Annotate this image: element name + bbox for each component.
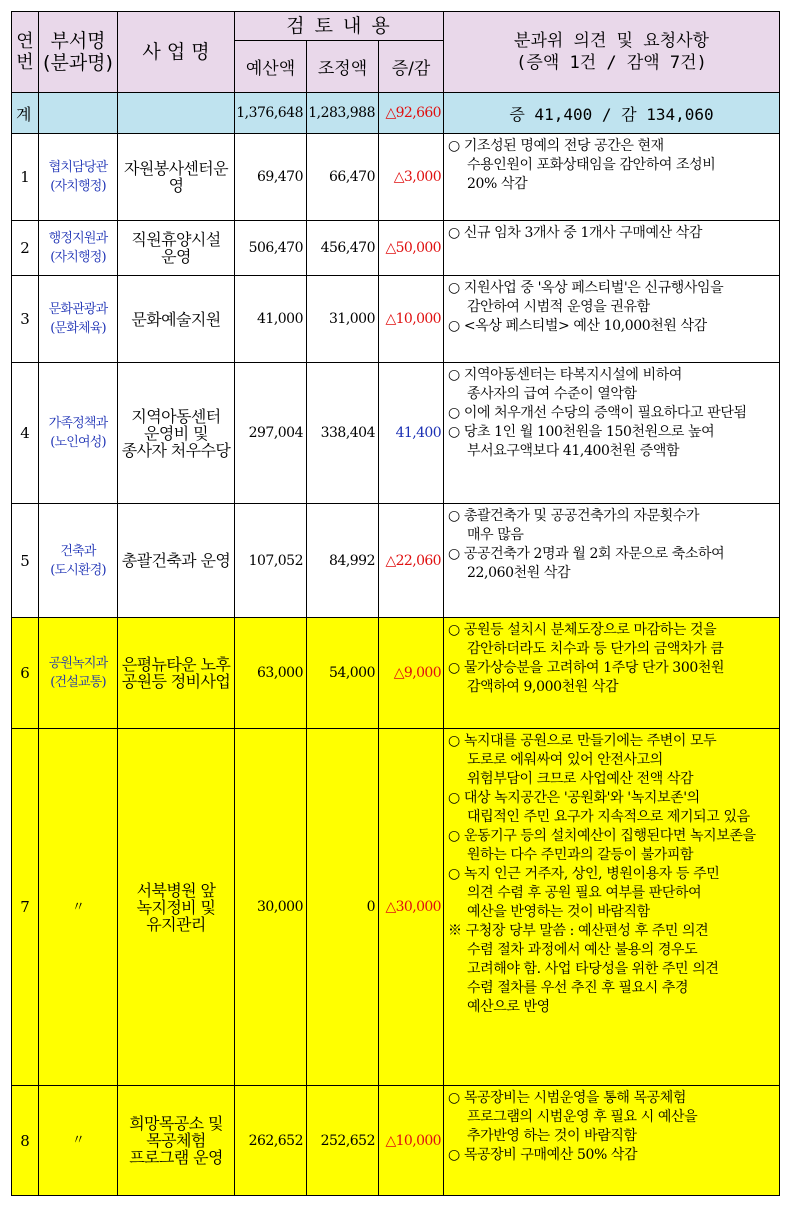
col-opinion-sublabel: (증액 1건 / 감액 7건) [516,53,707,73]
row-dept [39,221,118,276]
row-opinion [444,134,780,221]
col-header-adjusted: 조정액 [307,41,379,93]
dept-line: (노인여성) [50,435,106,450]
project-line: 종사자 처우수당 [121,440,231,460]
row-number: 3 [12,276,39,363]
row-budget: 69,470 [235,134,307,221]
row-dept [39,1086,118,1196]
table-row [12,1086,780,1196]
opinion-line: ○ 녹지 인근 거주자, 상인, 병원이용자 등 주민 [448,866,720,882]
row-number: 7 [12,729,39,1086]
project-line: 프로그램 운영 [129,1148,223,1167]
row-dept [39,618,118,729]
col-header-project: 사 업 명 [118,12,235,93]
opinion-line: 22,060천원 삭감 [467,565,571,581]
total-diff: △92,660 [379,93,444,134]
project-line: 녹지정비 및 [136,897,216,917]
col-header-opinion [444,12,780,93]
project-line: 총괄건축과 운영 [121,551,231,570]
row-opinion [444,618,780,729]
opinion-line: 매우 많음 [467,527,524,543]
row-project [118,729,235,1086]
dept-line: 문화관광과 [48,302,108,317]
dept-line: 행정지원과 [48,231,108,246]
opinion-line: ※ 구청장 당부 말씀 : 예산편성 후 주민 의견 [448,923,709,939]
row-diff: △10,000 [379,1086,444,1196]
opinion-line: 수용인원이 포화상태임을 감안하여 조성비 [467,157,716,173]
row-diff: 41,400 [379,363,444,504]
opinion-line: 예산으로 반영 [467,999,550,1015]
project-line: 지역아동센터 [131,406,221,426]
opinion-line: 종사자의 급여 수준이 열악함 [467,386,637,402]
row-adjusted: 338,404 [307,363,379,504]
project-line: 은평뉴타운 노후 [121,655,231,674]
row-adjusted: 54,000 [307,618,379,729]
opinion-line: ○ 물가상승분을 고려하여 1주당 단가 300천원 [448,660,725,676]
col-header-diff: 증/감 [379,41,444,93]
col-header-no [12,12,39,93]
row-budget: 63,000 [235,618,307,729]
project-line: 영 [168,176,184,195]
dept-line: 가족정책과 [48,416,108,431]
total-row [12,93,780,134]
total-budget: 1,376,648 [235,93,307,134]
table-row [12,363,780,504]
dept-line: (자치행정) [50,250,106,265]
dept-line: (도시환경) [50,562,106,578]
row-opinion [444,276,780,363]
row-opinion [444,729,780,1086]
row-project [118,363,235,504]
opinion-line: 원하는 다수 주민과의 갈등이 불가피함 [467,847,694,863]
project-line: 희망목공소 및 [129,1114,223,1133]
opinion-line: 도로로 에워싸여 있어 안전사고의 [467,752,663,768]
row-dept [39,504,118,618]
dept-line: 〃 [71,1133,85,1148]
dept-line: 〃 [71,899,85,915]
row-project [118,276,235,363]
row-project [118,1086,235,1196]
row-adjusted: 84,992 [307,504,379,618]
opinion-line: ○ 녹지대를 공원으로 만들기에는 주변이 모두 [448,733,717,749]
opinion-line: 수렴 절차를 우선 추진 후 필요시 추경 [467,980,689,996]
opinion-line: ○ 대상 녹지공간은 '공원화'와 '녹지보존'의 [448,790,700,806]
row-dept [39,363,118,504]
opinion-line: 감안하여 시범적 운영을 권유함 [467,299,650,315]
col-no-label: 연번 [16,31,34,73]
project-line: 공원등 정비사업 [121,672,231,691]
dept-line: 공원녹지과 [48,656,108,671]
total-adjusted: 1,283,988 [307,93,379,134]
row-diff: △9,000 [379,618,444,729]
opinion-line: 추가반영 하는 것이 바람직함 [467,1128,637,1144]
row-project [118,504,235,618]
budget-review-table [11,11,780,1196]
dept-line: (자치행정) [50,179,106,194]
table-row [12,276,780,363]
project-line: 문화예술지원 [131,309,221,329]
row-project [118,618,235,729]
row-opinion [444,221,780,276]
opinion-line: ○ 목공장비 구매예산 50% 삭감 [448,1147,638,1163]
row-budget: 107,052 [235,504,307,618]
row-diff: △30,000 [379,729,444,1086]
row-dept [39,134,118,221]
opinion-line: 부서요구액보다 41,400천원 증액함 [467,443,680,459]
dept-line: 협치담당관 [48,160,108,175]
dept-line: (문화체육) [50,321,106,336]
row-opinion [444,504,780,618]
row-budget: 506,470 [235,221,307,276]
opinion-line: 대립적인 주민 요구가 지속적으로 제기되고 있음 [467,809,750,825]
col-dept-label: 부서명 [50,30,106,52]
opinion-line: ○ 신규 임차 3개사 중 1개사 구매예산 삭감 [448,225,703,241]
total-label: 계 [12,93,39,134]
row-opinion [444,363,780,504]
total-dept-empty [39,93,118,134]
table-row [12,729,780,1086]
opinion-line: 고려해야 함. 사업 타당성을 위한 주민 의견 [467,961,719,977]
row-budget: 41,000 [235,276,307,363]
opinion-line: 감안하더라도 치수과 등 단가의 금액차가 큼 [467,641,724,657]
opinion-line: ○ 공공건축가 2명과 월 2회 자문으로 축소하여 [448,546,725,562]
row-adjusted: 456,470 [307,221,379,276]
row-budget: 262,652 [235,1086,307,1196]
row-project [118,134,235,221]
dept-line: 건축과 [60,543,96,559]
opinion-line: ○ 지원사업 중 '옥상 페스티벌'은 신규행사임을 [448,280,724,296]
opinion-line: ○ 당초 1인 월 100천원을 150천원으로 높여 [448,424,715,440]
row-diff: △22,060 [379,504,444,618]
row-number: 6 [12,618,39,729]
row-budget: 30,000 [235,729,307,1086]
col-header-dept [39,12,118,93]
col-header-budget: 예산액 [235,41,307,93]
col-opinion-label: 분과위 의견 및 요청사항 [514,31,709,51]
opinion-line: ○ 기조성된 명예의 전당 공간은 현재 [448,138,664,154]
row-diff: △50,000 [379,221,444,276]
col-header-review: 검 토 내 용 [235,12,444,41]
opinion-line: 위험부담이 크므로 사업예산 전액 삭감 [467,771,694,787]
opinion-line: 의견 수렴 후 공원 필요 여부를 판단하여 [467,885,702,901]
header-row-1 [12,12,780,41]
row-diff: △10,000 [379,276,444,363]
row-adjusted: 31,000 [307,276,379,363]
table-row [12,221,780,276]
project-line: 운영비 및 [144,423,208,443]
opinion-line: 예산을 반영하는 것이 바람직함 [467,904,650,920]
opinion-line: 프로그램의 시범운영 후 필요 시 예산을 [467,1109,698,1125]
row-project [118,221,235,276]
table-row [12,134,780,221]
row-number: 4 [12,363,39,504]
row-number: 5 [12,504,39,618]
row-opinion [444,1086,780,1196]
dept-line: (건설교통) [50,675,106,690]
row-dept [39,729,118,1086]
project-line: 운영 [161,247,191,266]
row-budget: 297,004 [235,363,307,504]
opinion-line: 수렴 절차 과정에서 예산 불용의 경우도 [467,942,698,958]
row-number: 2 [12,221,39,276]
row-number: 1 [12,134,39,221]
row-adjusted: 66,470 [307,134,379,221]
opinion-line: ○ 총괄건축가 및 공공건축가의 자문횟수가 [448,508,700,524]
project-line: 유지관리 [146,914,206,934]
row-adjusted: 0 [307,729,379,1086]
row-adjusted: 252,652 [307,1086,379,1196]
opinion-line: ○ 목공장비는 시범운영을 통해 목공체험 [448,1090,686,1106]
total-summary: 증 41,400 / 감 134,060 [444,93,780,134]
project-line: 목공체험 [146,1131,206,1150]
opinion-line: ○ 지역아동센터는 타복지시설에 비하여 [448,367,682,383]
opinion-line: 20% 삭감 [467,176,528,192]
opinion-line: ○ 이에 처우개선 수당의 증액이 필요하다고 판단됨 [448,405,747,421]
opinion-line: 감액하여 9,000천원 삭감 [467,679,619,695]
table-row [12,618,780,729]
opinion-line: ○ 공원등 설치시 분체도장으로 마감하는 것을 [448,622,717,638]
row-dept [39,276,118,363]
row-number: 8 [12,1086,39,1196]
table-row [12,504,780,618]
project-line: 자원봉사센터운 [124,159,228,178]
opinion-line: ○ 운동기구 등의 설치예산이 집행된다면 녹지보존을 [448,828,756,844]
row-diff: △3,000 [379,134,444,221]
opinion-line: ○ <옥상 페스티벌> 예산 10,000천원 삭감 [448,318,707,334]
project-line: 서북병원 앞 [136,880,216,900]
total-project-empty [118,93,235,134]
project-line: 직원휴양시설 [131,230,221,249]
col-dept-sublabel: (분과명) [43,52,113,74]
